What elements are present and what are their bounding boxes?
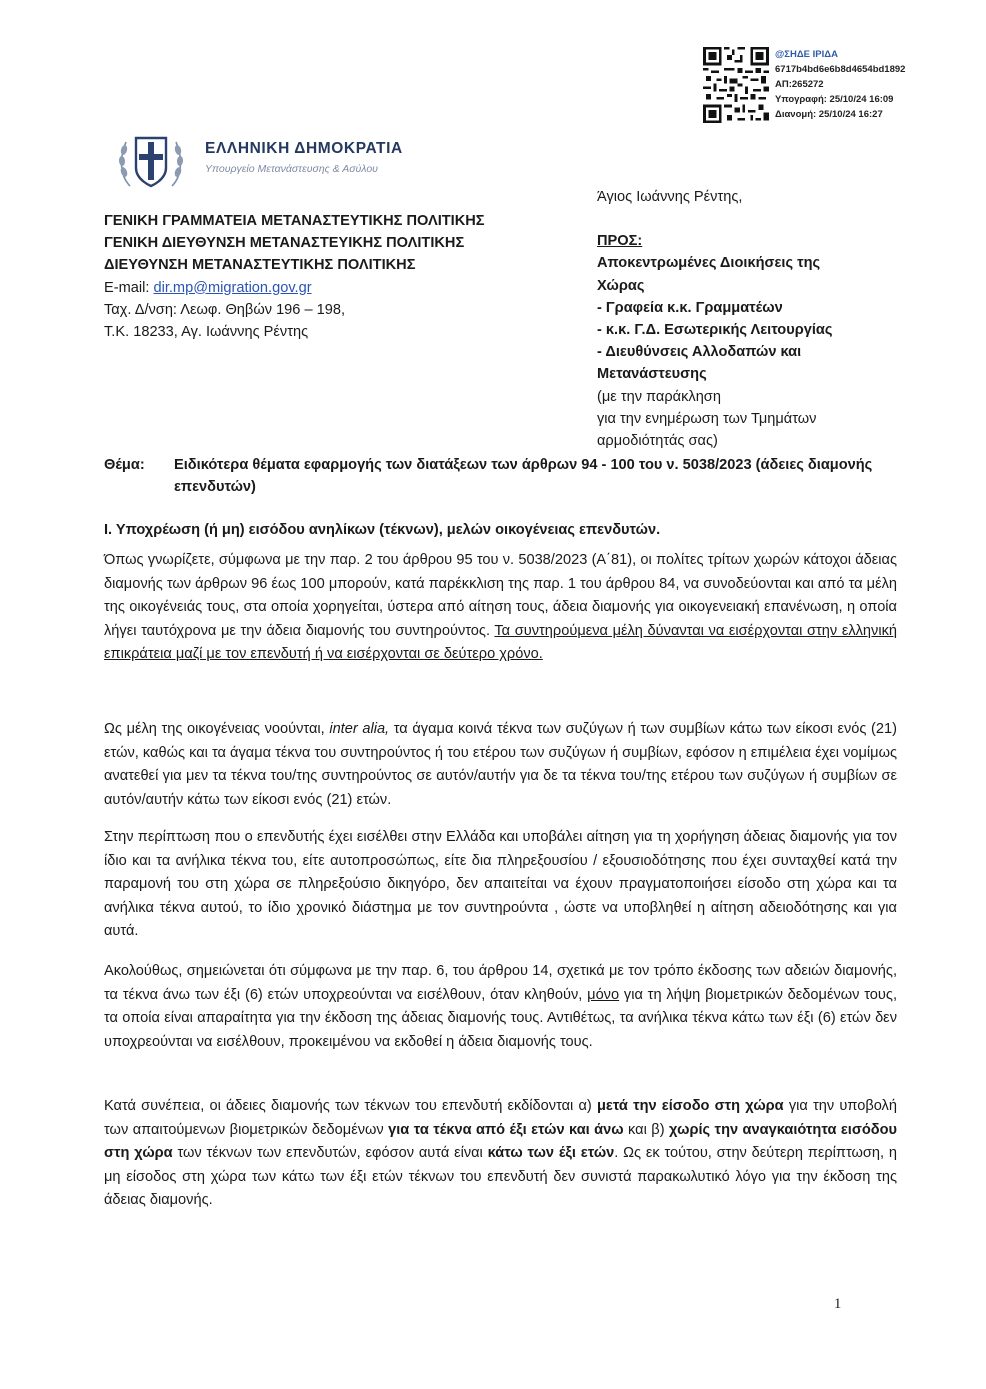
paragraph-1-text: Όπως γνωρίζετε, σύμφωνα με την παρ. 2 του άρθρου 95 του ν. 5038/2023 (Α΄81), οι πολίτες τρίτων χωρών κάτοχοι άδειας διαμονής των άρθρων 96 έως 100 μπορούν, κατά παρέκκλιση της παρ. 1 του άρθρου 84, να συνοδεύονται και από τα μέλη της οικογένειάς τους, στα οποία χορηγείται, ύστερα από αίτηση τους, άδεια διαμονής για οικογενειακή επανένωση, η οποία λήγει ταυτόχρονα με την άδεια διαμονής του συντηρούντος.: [104, 552, 897, 639]
paragraph-1: [104, 549, 897, 667]
paragraph-5-e: των τέκνων των επενδυτών, εφόσον αυτά είναι: [172, 1145, 488, 1162]
qr-code-icon: [703, 47, 769, 123]
paragraph-5-bold-2: για τα τέκνα από έξι ετών και άνω: [388, 1121, 624, 1138]
page-number: 1: [834, 1296, 842, 1312]
sender-line-1: ΓΕΝΙΚΗ ΓΡΑΜΜΑΤΕΙΑ ΜΕΤΑΝΑΣΤΕΥΤΙΚΗΣ ΠΟΛΙΤΙΚΗΣ: [104, 213, 485, 229]
recipient-2: - Γραφεία κ.κ. Γραμματέων: [597, 299, 783, 316]
to-label: ΠΡΟΣ:: [597, 233, 643, 250]
sender-line-3: ΔΙΕΥΘΥΝΣΗ ΜΕΤΑΝΑΣΤΕΥΤΙΚΗΣ ΠΟΛΙΤΙΚΗΣ: [104, 257, 416, 274]
stamp-signature-date: Υπογραφή: 25/10/24 16:09: [775, 94, 894, 105]
stamp-distribution-date: Διανομή: 25/10/24 16:27: [775, 109, 883, 120]
sender-line-2: ΓΕΝΙΚΗ ΔΙΕΥΘΥΝΣΗ ΜΕΤΑΝΑΣΤΕΥΙΚΗΣ ΠΟΛΙΤΙΚΗΣ: [104, 235, 465, 252]
paragraph-2-a: Ως μέλη της οικογένειας νοούνται,: [104, 721, 330, 737]
ministry-subtitle: Υπουργείο Μετανάστευσης & Ασύλου: [205, 163, 378, 175]
recipient-note-3: αρμοδιότητάς σας): [597, 433, 718, 450]
paragraph-5-bold-1: μετά την είσοδο στη χώρα: [596, 1098, 784, 1114]
paragraph-1-underlined: Τα συντηρούμενα μέλη δύνανται να εισέρχονται στην ελληνική επικράτεια μαζί με τον επενδυτή ή να εισέρχονται σε δεύτερο χρόνο.: [104, 622, 897, 663]
paragraph-2-b: τα άγαμα κοινά τέκνα των συζύγων ή των συμβίων κάτω των είκοσι ενός (21) ετών, καθώς και τα άγαμα τέκνα του συντηρούντος ή του ετέρου των συζύγων ή συμβίων, εφόσον η επιμέλεια έχει νομίμως ανατεθεί για μεν τα τέκνα του/της συντηρούντος σε αυτόν/αυτήν για δε τα τέκνα του/της ετέρου των συζύγων ή συμβίων σε αυτόν/αυτήν κάτω των είκοσι ενός (21) ετών.: [104, 721, 898, 808]
email-line: [104, 277, 485, 299]
greek-emblem-icon: [116, 128, 186, 196]
paragraph-4-a: Ακολούθως, σημειώνεται ότι σύμφωνα με την παρ. 6, του άρθρου 14, σχετικά με τον τρόπο έκδοσης των αδειών διαμονής, τα τέκνα άνω των έξι (6) ετών υποχρεούνται να εισέλθουν, όταν κληθούν,: [104, 963, 897, 1003]
stamp-hash: 6717b4bd6e6b8d4654bd1892: [775, 64, 906, 75]
paragraph-4: [104, 960, 897, 1054]
recipient-note-1: (με την παράκληση: [597, 388, 721, 405]
paragraph-4-b: για τη λήψη βιομετρικών δεδομένων τους, τα οποία είναι απαραίτητα για την έκδοση της άδειας διαμονής τους. Αντιθέτως, τα ανήλικα τέκνα κάτω των έξι (6) ετών δεν υποχρεούνται να εισέλθουν, προκειμένου να εκδοθεί η άδεια διαμονής τους.: [104, 986, 897, 1050]
section-title: Ι. Υποχρέωση (ή μη) εισόδου ανηλίκων (τέκνων), μελών οικογένειας επενδυτών.: [104, 522, 661, 538]
paragraph-5-bold-4: κάτω των έξι ετών: [487, 1145, 615, 1162]
place-date: Άγιος Ιωάννης Ρέντης,: [597, 189, 743, 205]
paragraph-2: [104, 718, 897, 812]
recipient-1: Αποκεντρωμένες Διοικήσεις της: [597, 255, 821, 272]
paragraph-5-f: . Ως εκ τούτου, στην δεύτερη περίπτωση, η μη είσοδος στη χώρα των κάτω των έξι ετών τέκνων του επενδυτή δεν συνιστά παρακωλυτικό λόγο για την έκδοση της άδειας διαμονής.: [104, 1145, 898, 1209]
sender-block: [104, 210, 485, 343]
address-line-2: Τ.Κ. 18233, Αγ. Ιωάννης Ρέντης: [104, 324, 309, 341]
email-link[interactable]: dir.mp@migration.gov.gr: [153, 279, 312, 296]
recipient-4: - Διευθύνσεις Αλλοδαπών και: [597, 344, 802, 361]
paragraph-5-a: Κατά συνέπεια, οι άδειες διαμονής των τέκνων του επενδυτή εκδίδονται α): [104, 1098, 597, 1114]
subject-text: Ειδικότερα θέματα εφαρμογής των διατάξεων των άρθρων 94 - 100 του ν. 5038/2023 (άδειες διαμονής επενδυτών): [174, 457, 873, 496]
document-stamp: [775, 47, 905, 122]
paragraph-5-c: για την υποβολή των απαιτούμενων βιομετρικών δεδομένων: [104, 1098, 897, 1138]
country-title: ΕΛΛΗΝΙΚΗ ΔΗΜΟΚΡΑΤΙΑ: [205, 140, 403, 157]
paragraph-5-d: και β): [623, 1121, 670, 1138]
stamp-brand: @ΣΗΔΕ ΙΡΙΔΑ: [775, 49, 838, 60]
recipient-4-cont: Μετανάστευσης: [597, 366, 707, 383]
paragraph-5: [104, 1095, 897, 1213]
recipient-3: - κ.κ. Γ.Δ. Εσωτερικής Λειτουργίας: [597, 322, 833, 339]
paragraph-5-bold-3: χωρίς την αναγκαιότητα εισόδου στη χώρα: [104, 1121, 898, 1162]
recipient-note-2: για την ενημέρωση των Τμημάτων: [597, 410, 817, 427]
recipient-1-cont: Χώρας: [597, 277, 645, 294]
paragraph-4-underlined: μόνο: [587, 986, 620, 1003]
recipients-block: [597, 186, 832, 452]
paragraph-3: Στην περίπτωση που ο επενδυτής έχει εισέλθει στην Ελλάδα και υποβάλει αίτηση για τη χορήγηση άδειας διαμονής για τον ίδιο και τα ανήλικα τέκνα του, είτε αυτοπροσώπως, είτε δια πληρεξουσίου / εξουσιοδότησης που έχει συνταχθεί κατά την παραμονή του στη χώρα σε πληρεξούσιο δικηγόρο, δεν απαιτείται να έχουν πραγματοποιήσει είσοδο στη χώρα και τα ανήλικα τέκνα αυτού, το ίδιο χρονικό διάστημα με τον συντηρούντα , ώστε να υποβληθεί η αίτηση αδειοδότησης και για αυτά.: [104, 829, 897, 940]
address-line-1: Ταχ. Δ/νση: Λεωφ. Θηβών 196 – 198,: [104, 301, 346, 318]
stamp-protocol-number: ΑΠ:265272: [775, 79, 824, 90]
paragraph-2-italic: inter alia,: [329, 721, 390, 737]
email-label: E-mail:: [104, 279, 154, 296]
subject-label: Θέμα:: [104, 457, 145, 473]
